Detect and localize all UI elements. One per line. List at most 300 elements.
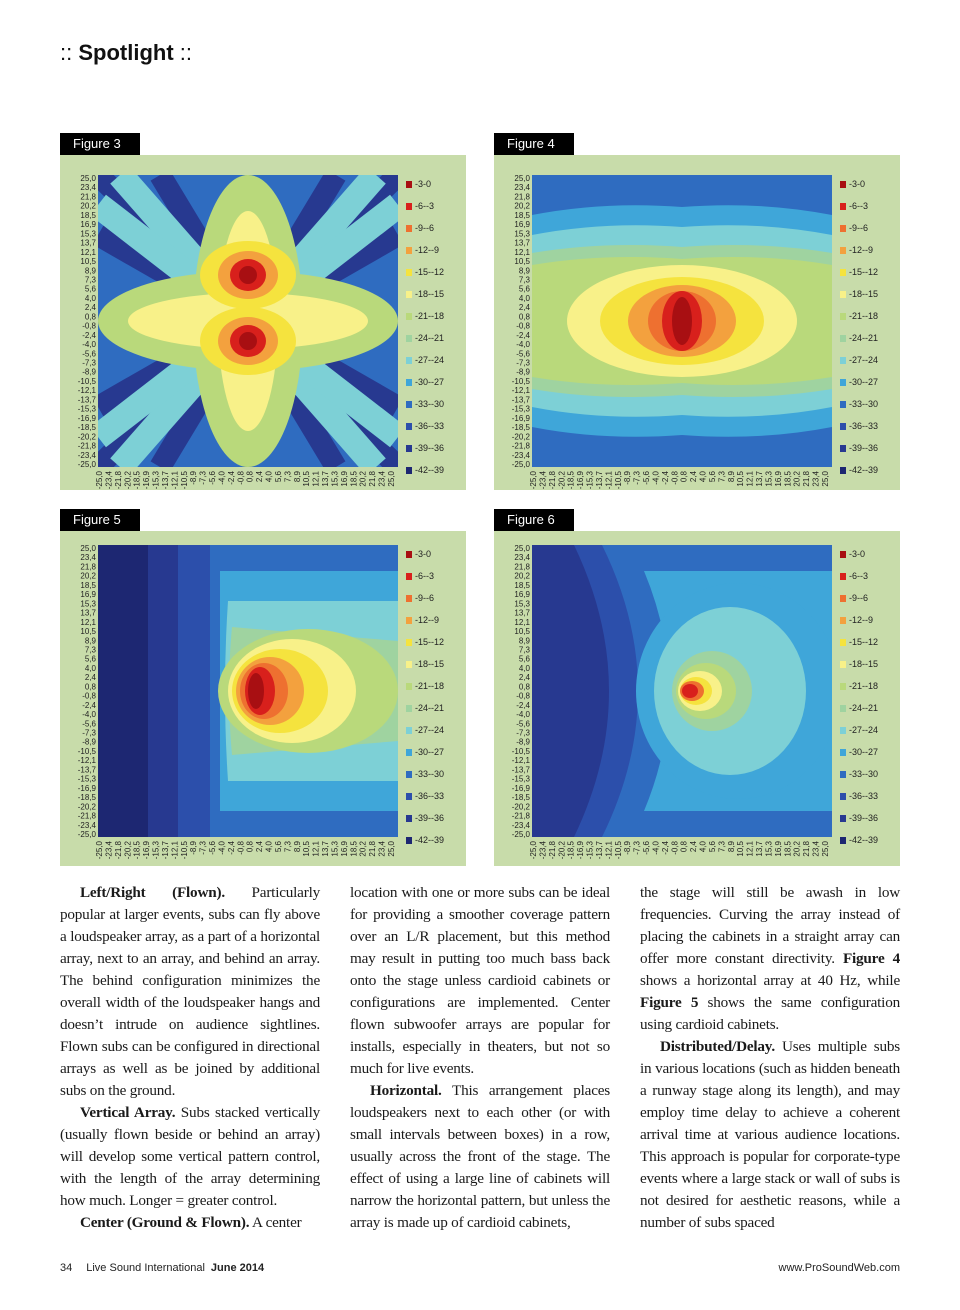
y-tick-label: 18,5 <box>80 210 96 220</box>
x-tick-label: -20,2 <box>123 841 133 860</box>
y-tick-label: -12,1 <box>511 756 530 766</box>
legend-label: -33--30 <box>415 769 445 779</box>
legend-swatch <box>406 335 412 342</box>
y-tick-label: -5,6 <box>82 719 96 729</box>
paragraph-text: shows a horizontal array at 40 Hz, while <box>640 972 900 989</box>
y-tick-label: 13,7 <box>80 608 96 618</box>
y-tick-label: 0,8 <box>518 682 530 692</box>
legend-swatch <box>840 771 846 778</box>
y-tick-label: -21,8 <box>77 811 96 821</box>
x-tick-label: 4,0 <box>698 471 708 483</box>
x-tick-label: 10,5 <box>736 841 746 857</box>
legend-label: -39--36 <box>415 813 445 823</box>
y-tick-label: -15,3 <box>77 774 96 784</box>
paragraph-center <box>60 1212 320 1234</box>
legend-swatch <box>406 181 412 188</box>
y-tick-label: 8,9 <box>84 636 96 646</box>
paragraph-heading: Center (Ground & Flown). <box>80 1214 250 1231</box>
y-tick-label: 0,8 <box>518 312 530 322</box>
legend-label: -12--9 <box>849 245 874 255</box>
column-3 <box>640 882 900 1234</box>
y-tick-label: 2,4 <box>518 673 530 683</box>
legend-swatch <box>840 617 846 624</box>
x-tick-label: -25,0 <box>529 841 538 860</box>
y-tick-label: -21,8 <box>511 441 530 451</box>
paragraph-horizontal-cont <box>640 882 900 1036</box>
x-tick-label: -23,4 <box>538 841 548 860</box>
legend-swatch <box>840 269 846 276</box>
x-tick-label: 13,7 <box>321 471 331 487</box>
y-tick-label: -2,4 <box>82 330 96 340</box>
x-tick-label: -12,1 <box>604 471 614 490</box>
paragraph-distributed <box>640 1036 900 1234</box>
legend-swatch <box>406 401 412 408</box>
legend-swatch <box>840 837 846 844</box>
x-tick-label: -5,6 <box>642 471 652 485</box>
x-tick-label: 18,5 <box>349 841 359 857</box>
y-tick-label: 25,0 <box>514 174 530 183</box>
legend-swatch <box>840 335 846 342</box>
y-tick-label: 2,4 <box>84 673 96 683</box>
y-tick-label: -5,6 <box>516 349 530 359</box>
x-tick-label: 0,8 <box>679 471 689 483</box>
legend-label: -30--27 <box>415 747 445 757</box>
legend-swatch <box>406 423 412 430</box>
legend-swatch <box>406 313 412 320</box>
legend-label: -9--6 <box>415 593 435 603</box>
y-tick-label: -4,0 <box>82 710 96 720</box>
x-tick-label: 8,9 <box>726 841 736 853</box>
x-tick-label: -5,6 <box>208 471 218 485</box>
website-url: www.ProSoundWeb.com <box>778 1262 900 1274</box>
y-tick-label: -20,2 <box>77 802 96 812</box>
legend-swatch <box>406 445 412 452</box>
y-tick-label: 15,3 <box>80 229 96 239</box>
x-tick-label: -20,2 <box>557 471 567 490</box>
issue-date: June 2014 <box>210 1262 265 1274</box>
legend-label: -15--12 <box>415 267 445 277</box>
page-footer <box>60 1262 900 1278</box>
y-tick-label: -16,9 <box>77 783 96 793</box>
legend-label: -39--36 <box>415 443 445 453</box>
paragraph-heading: Vertical Array. <box>80 1104 176 1121</box>
x-tick-label: 2,4 <box>255 471 265 483</box>
x-tick-label: 12,1 <box>745 471 755 487</box>
legend-label: -30--27 <box>849 747 879 757</box>
y-tick-label: -23,4 <box>511 820 530 830</box>
y-tick-label: 12,1 <box>80 617 96 627</box>
x-tick-label: -2,4 <box>660 471 670 485</box>
legend-swatch <box>840 401 846 408</box>
x-tick-label: -18,5 <box>132 471 142 490</box>
paragraph-heading: Distributed/Delay. <box>660 1038 775 1055</box>
legend-label: -21--18 <box>415 681 445 691</box>
legend-swatch <box>840 467 846 474</box>
legend-label: -33--30 <box>415 399 445 409</box>
legend-label: -6--3 <box>849 571 869 581</box>
legend-swatch <box>406 203 412 210</box>
x-tick-label: -15,3 <box>151 471 161 490</box>
legend-swatch <box>840 705 846 712</box>
x-tick-label: 10,5 <box>736 471 746 487</box>
paragraph-text: A center <box>249 1214 302 1231</box>
y-tick-label: -23,4 <box>77 450 96 460</box>
y-tick-label: -23,4 <box>77 820 96 830</box>
x-tick-label: 18,5 <box>349 471 359 487</box>
x-tick-label: 25,0 <box>821 471 830 487</box>
x-tick-label: -13,7 <box>160 841 170 860</box>
x-tick-label: 16,9 <box>339 471 349 487</box>
y-tick-label: -16,9 <box>77 413 96 423</box>
x-tick-label: -23,4 <box>104 471 114 490</box>
legend-label: -12--9 <box>849 615 874 625</box>
y-tick-label: -20,2 <box>511 802 530 812</box>
x-tick-label: -15,3 <box>151 841 161 860</box>
y-tick-label: -18,5 <box>77 793 96 803</box>
y-tick-label: 12,1 <box>80 247 96 257</box>
legend-swatch <box>406 617 412 624</box>
legend-swatch <box>840 313 846 320</box>
footer-left <box>60 1262 264 1274</box>
figure-6 <box>494 509 900 860</box>
y-tick-label: 7,3 <box>518 275 530 285</box>
x-tick-label: -12,1 <box>170 471 180 490</box>
x-tick-label: -21,8 <box>547 841 557 860</box>
y-tick-label: 8,9 <box>518 636 530 646</box>
legend-swatch <box>840 815 846 822</box>
x-tick-label: 12,1 <box>745 841 755 857</box>
paragraph-left-right <box>60 882 320 1102</box>
legend-label: -9--6 <box>415 223 435 233</box>
legend-swatch <box>406 815 412 822</box>
y-tick-label: -13,7 <box>77 765 96 775</box>
x-tick-label: 20,2 <box>792 471 802 487</box>
y-tick-label: 15,3 <box>80 599 96 609</box>
x-tick-label: 8,9 <box>292 471 302 483</box>
x-tick-label: -18,5 <box>132 841 142 860</box>
legend-swatch <box>406 467 412 474</box>
x-tick-label: 7,3 <box>717 841 727 853</box>
legend-label: -39--36 <box>849 813 879 823</box>
legend-swatch <box>406 683 412 690</box>
y-tick-label: 5,6 <box>84 284 96 294</box>
x-tick-label: -0,8 <box>670 471 680 485</box>
x-tick-label: 20,2 <box>358 841 368 857</box>
column-2 <box>350 882 610 1234</box>
y-tick-label: 8,9 <box>84 266 96 276</box>
x-tick-label: 8,9 <box>292 841 302 853</box>
legend-swatch <box>406 771 412 778</box>
x-tick-label: 23,4 <box>377 471 387 487</box>
y-tick-label: 25,0 <box>80 544 96 553</box>
x-tick-label: 23,4 <box>811 471 821 487</box>
y-tick-label: -25,0 <box>77 460 96 469</box>
paragraph-horizontal <box>350 1080 610 1234</box>
y-tick-label: 23,4 <box>80 553 96 563</box>
y-tick-label: -5,6 <box>82 349 96 359</box>
y-tick-label: 18,5 <box>514 580 530 590</box>
y-tick-label: 4,0 <box>84 663 96 673</box>
y-tick-label: 10,5 <box>80 627 96 637</box>
legend-label: -6--3 <box>415 201 435 211</box>
x-tick-label: -4,0 <box>651 841 661 855</box>
y-tick-label: -5,6 <box>516 719 530 729</box>
legend-swatch <box>406 291 412 298</box>
figure-ref: Figure 4 <box>842 950 900 967</box>
y-tick-label: 7,3 <box>518 645 530 655</box>
legend-label: -42--39 <box>849 465 879 475</box>
legend-swatch <box>840 291 846 298</box>
y-tick-label: 16,9 <box>80 220 96 230</box>
y-tick-label: 25,0 <box>80 174 96 183</box>
y-tick-label: -7,3 <box>516 358 530 368</box>
legend-label: -36--33 <box>415 421 445 431</box>
y-tick-label: -18,5 <box>77 423 96 433</box>
legend-swatch <box>840 445 846 452</box>
legend-label: -33--30 <box>849 769 879 779</box>
column-1 <box>60 882 320 1234</box>
y-tick-label: 0,8 <box>84 682 96 692</box>
y-tick-label: -0,8 <box>516 321 530 331</box>
y-tick-label: 20,2 <box>514 571 530 581</box>
legend-label: -24--21 <box>849 703 879 713</box>
x-tick-label: -18,5 <box>566 471 576 490</box>
x-tick-label: 21,8 <box>368 471 378 487</box>
legend-label: -42--39 <box>849 835 879 845</box>
x-tick-label: 18,5 <box>783 841 793 857</box>
x-tick-label: 13,7 <box>755 841 765 857</box>
x-tick-label: 7,3 <box>283 471 293 483</box>
y-tick-label: 15,3 <box>514 229 530 239</box>
figure-panel <box>494 155 900 490</box>
x-tick-label: -2,4 <box>226 841 236 855</box>
y-tick-label: -7,3 <box>516 728 530 738</box>
figure-4-plot <box>494 155 900 490</box>
x-tick-label: -8,9 <box>623 841 633 855</box>
x-tick-label: -20,2 <box>557 841 567 860</box>
y-tick-label: -12,1 <box>77 756 96 766</box>
legend-label: -18--15 <box>849 289 879 299</box>
x-tick-label: -16,9 <box>576 841 586 860</box>
legend-label: -15--12 <box>849 267 879 277</box>
y-tick-label: -16,9 <box>511 413 530 423</box>
y-tick-label: -25,0 <box>77 830 96 839</box>
legend-label: -6--3 <box>415 571 435 581</box>
legend-swatch <box>406 269 412 276</box>
x-tick-label: -4,0 <box>217 841 227 855</box>
y-tick-label: 12,1 <box>514 617 530 627</box>
legend-label: -12--9 <box>415 245 440 255</box>
y-tick-label: 10,5 <box>514 627 530 637</box>
x-tick-label: 25,0 <box>821 841 830 857</box>
y-tick-label: 15,3 <box>514 599 530 609</box>
paragraph-heading: Left/Right (Flown). <box>80 884 225 901</box>
x-tick-label: 7,3 <box>283 841 293 853</box>
legend-label: -30--27 <box>415 377 445 387</box>
legend-swatch <box>406 793 412 800</box>
y-tick-label: 5,6 <box>518 284 530 294</box>
x-tick-label: 10,5 <box>302 841 312 857</box>
paragraph-text: Subs stacked vertically (usually flown beside or behind an array) will develop some vertical pattern control, with the length of the array determining how much. Longer = greater control. <box>60 1104 320 1209</box>
legend-swatch <box>406 749 412 756</box>
title-suffix: :: <box>179 40 193 65</box>
x-tick-label: 5,6 <box>273 471 283 483</box>
paragraph-vertical-array <box>60 1102 320 1212</box>
legend-swatch <box>406 639 412 646</box>
x-tick-label: -10,5 <box>613 841 623 860</box>
x-tick-label: 5,6 <box>707 841 717 853</box>
x-tick-label: 2,4 <box>689 841 699 853</box>
x-tick-label: 13,7 <box>755 471 765 487</box>
y-tick-label: 10,5 <box>80 257 96 267</box>
x-tick-label: -13,7 <box>594 841 604 860</box>
publication-name: Live Sound International <box>86 1262 205 1274</box>
x-tick-label: 16,9 <box>773 841 783 857</box>
legend-label: -18--15 <box>415 289 445 299</box>
y-tick-label: 23,4 <box>514 553 530 563</box>
y-tick-label: 21,8 <box>80 562 96 572</box>
legend-label: -36--33 <box>849 791 879 801</box>
y-tick-label: -4,0 <box>82 340 96 350</box>
y-tick-label: 25,0 <box>514 544 530 553</box>
x-tick-label: -16,9 <box>142 841 152 860</box>
paragraph-text: Uses multiple subs in various locations (such as hidden beneath a runway stage along its length), and may employ time delay to achieve a coherent arrival time at various audience locations. This approach is popular for corporate-type events where a large stack or wall of subs is not desired for aesthetic reasons, while a number of subs spaced <box>640 1038 900 1231</box>
legend-label: -24--21 <box>415 333 445 343</box>
x-tick-label: -18,5 <box>566 841 576 860</box>
y-tick-label: -12,1 <box>511 386 530 396</box>
x-tick-label: -8,9 <box>189 471 199 485</box>
y-tick-label: 0,8 <box>84 312 96 322</box>
y-tick-label: -21,8 <box>77 441 96 451</box>
legend-swatch <box>840 247 846 254</box>
y-tick-label: 21,8 <box>514 562 530 572</box>
legend-label: -27--24 <box>849 355 879 365</box>
y-tick-label: -4,0 <box>516 340 530 350</box>
legend-label: -30--27 <box>849 377 879 387</box>
y-tick-label: 16,9 <box>80 590 96 600</box>
y-tick-label: -8,9 <box>82 367 96 377</box>
legend-swatch <box>840 683 846 690</box>
y-tick-label: 7,3 <box>84 645 96 655</box>
x-tick-label: 4,0 <box>698 841 708 853</box>
figure-5 <box>60 509 466 860</box>
x-tick-label: -0,8 <box>236 471 246 485</box>
y-tick-label: -8,9 <box>82 737 96 747</box>
legend-swatch <box>406 661 412 668</box>
x-tick-label: 0,8 <box>245 471 255 483</box>
y-tick-label: 4,0 <box>84 293 96 303</box>
x-tick-label: -15,3 <box>585 841 595 860</box>
x-tick-label: -23,4 <box>104 841 114 860</box>
legend-label: -24--21 <box>415 703 445 713</box>
y-tick-label: -13,7 <box>77 395 96 405</box>
y-tick-label: 12,1 <box>514 247 530 257</box>
x-tick-label: -25,0 <box>529 471 538 490</box>
title-text: Spotlight <box>78 40 174 65</box>
y-tick-label: -13,7 <box>511 765 530 775</box>
article-body <box>60 882 900 1242</box>
legend-swatch <box>840 225 846 232</box>
figure-label: Figure 3 <box>60 133 140 155</box>
y-tick-label: 20,2 <box>514 201 530 211</box>
legend-swatch <box>840 573 846 580</box>
y-tick-label: -15,3 <box>77 404 96 414</box>
x-tick-label: 16,9 <box>339 841 349 857</box>
x-tick-label: -7,3 <box>198 471 208 485</box>
y-tick-label: 10,5 <box>514 257 530 267</box>
legend-swatch <box>840 793 846 800</box>
x-tick-label: 21,8 <box>802 471 812 487</box>
legend-label: -3-0 <box>849 549 866 559</box>
x-tick-label: 5,6 <box>707 471 717 483</box>
legend-swatch <box>406 595 412 602</box>
y-tick-label: -0,8 <box>82 321 96 331</box>
y-tick-label: -0,8 <box>82 691 96 701</box>
y-tick-label: 21,8 <box>514 192 530 202</box>
y-tick-label: 20,2 <box>80 571 96 581</box>
section-title <box>60 40 192 66</box>
figure-3 <box>60 133 466 490</box>
legend-swatch <box>406 379 412 386</box>
legend-label: -6--3 <box>849 201 869 211</box>
x-tick-label: -21,8 <box>547 471 557 490</box>
legend-label: -9--6 <box>849 223 869 233</box>
y-tick-label: -25,0 <box>511 830 530 839</box>
y-tick-label: -25,0 <box>511 460 530 469</box>
paragraph-center-cont <box>350 882 610 1080</box>
legend-swatch <box>406 551 412 558</box>
paragraph-text: This arrangement places loudspeakers next to each other (or with small intervals between boxes) in a row, usually across the front of the stage. The effect of using a large line of cabinets will narrow the horizontal pattern, but unless the array is made up of cardioid cabinets, <box>350 1082 610 1231</box>
y-tick-label: -15,3 <box>511 404 530 414</box>
y-tick-label: -10,5 <box>511 746 530 756</box>
legend-swatch <box>840 551 846 558</box>
y-tick-label: 4,0 <box>518 663 530 673</box>
x-tick-label: -8,9 <box>189 841 199 855</box>
x-tick-label: -13,7 <box>160 471 170 490</box>
x-tick-label: -10,5 <box>613 471 623 490</box>
y-tick-label: -16,9 <box>511 783 530 793</box>
legend-label: -15--12 <box>415 637 445 647</box>
legend-label: -9--6 <box>849 593 869 603</box>
y-tick-label: -2,4 <box>82 700 96 710</box>
x-tick-label: -20,2 <box>123 471 133 490</box>
x-tick-label: -7,3 <box>632 841 642 855</box>
y-tick-label: 7,3 <box>84 275 96 285</box>
x-tick-label: -7,3 <box>632 471 642 485</box>
x-tick-label: -23,4 <box>538 471 548 490</box>
x-tick-label: 5,6 <box>273 841 283 853</box>
legend-label: -15--12 <box>849 637 879 647</box>
x-tick-label: 20,2 <box>358 471 368 487</box>
paragraph-text: the stage will still be awash in low frequencies. Curving the array instead of placing the cabinets in a straight array can offer more constant directivity. <box>640 884 900 967</box>
y-tick-label: 21,8 <box>80 192 96 202</box>
legend-label: -36--33 <box>415 791 445 801</box>
legend-label: -42--39 <box>415 835 445 845</box>
x-tick-label: -0,8 <box>670 841 680 855</box>
y-tick-label: -12,1 <box>77 386 96 396</box>
figure-label: Figure 5 <box>60 509 140 531</box>
legend-swatch <box>840 749 846 756</box>
legend-swatch <box>840 379 846 386</box>
y-tick-label: -10,5 <box>77 746 96 756</box>
figure-panel <box>494 531 900 866</box>
legend-label: -12--9 <box>415 615 440 625</box>
legend-swatch <box>406 727 412 734</box>
legend-swatch <box>406 705 412 712</box>
y-tick-label: -18,5 <box>511 793 530 803</box>
y-tick-label: -10,5 <box>77 376 96 386</box>
x-tick-label: 15,3 <box>764 471 774 487</box>
